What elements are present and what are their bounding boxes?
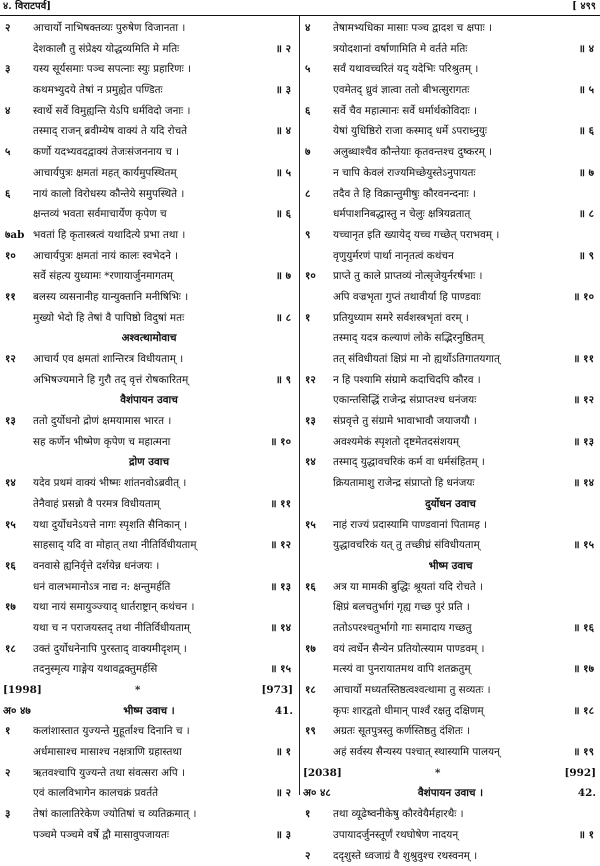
verse-text: कथमभ्युदये तेषां न प्रमुह्येत पण्डितः: [33, 80, 163, 101]
verse-line: [3, 80, 295, 101]
verse-line: [3, 246, 295, 267]
verse-ref-number: १५: [5, 515, 33, 536]
verse-line: [3, 535, 295, 556]
verse-line: [303, 80, 598, 101]
verse-end-number: ॥ ४: [276, 121, 291, 142]
verse-text: कलांशास्तात युज्यन्ते मुहूर्ताश्च दिनानि च ।: [33, 721, 190, 742]
verse-end-number: ॥ १५: [270, 659, 291, 680]
verse-text: उपायादर्जुनस्तूर्णं रथघोषेण नादयन्: [333, 825, 458, 846]
verse-text: धनं वालभमानोऽत्र नाद्य न: क्षन्तुमर्हति: [33, 577, 170, 598]
verse-line: [303, 577, 598, 598]
verse-end-number: ॥ ६: [276, 204, 291, 225]
verse-text: अहं सर्वस्य सैन्यस्य पश्चात् स्थास्यामि पालयन्: [333, 742, 500, 763]
chapter-heading: [303, 783, 598, 804]
right-column: [303, 18, 598, 866]
verse-ref-number: १३: [305, 411, 333, 432]
verse-line: [3, 101, 295, 122]
verse-text: उक्तं दुर्योधनेनापि पुरस्ताद् वाक्यमीदृशम् ।: [33, 639, 187, 660]
verse-line: [303, 825, 598, 846]
verse-end-number: ॥ १८: [573, 701, 594, 722]
verse-text: युद्धावचरिकं यत् तु तच्छीघ्रं संविधीयताम्: [333, 535, 480, 556]
verse-end-number: ॥ १२: [573, 390, 594, 411]
verse-text: नायं कालो विरोधस्य कौन्तेये समुपस्थिते ।: [33, 184, 184, 205]
chapter-heading: [3, 701, 295, 722]
verse-line: [303, 701, 598, 722]
page-header: [3, 0, 596, 14]
verse-line: [3, 515, 295, 536]
verse-text: आचार्यपुत्रः क्षमतां महत् कार्यमुपस्थितम्: [33, 163, 177, 184]
verse-line: [303, 721, 598, 742]
verse-text: वृणुयुर्मरणं पार्था नानृतत्वं कथंचन: [333, 246, 454, 267]
verse-line: [3, 121, 295, 142]
verse-end-number: ॥ ८: [276, 308, 291, 329]
verse-ref-number: ८: [305, 184, 333, 205]
verse-ref-number: ९: [305, 225, 333, 246]
verse-line: [303, 515, 598, 536]
verse-line: [303, 659, 598, 680]
verse-end-number: ॥ ३: [276, 80, 291, 101]
verse-end-number: ॥ १२: [270, 535, 291, 556]
verse-text: यथा दुर्योधनेऽयत्ते नागः स्पृशति सैनिकान् ।: [33, 515, 187, 536]
section-marker: [303, 763, 598, 784]
verse-end-number: ॥ १०: [573, 287, 594, 308]
verse-line: [303, 225, 598, 246]
verse-text: साहसाद् यदि वा मोहात् तथा नीतिर्विधीयताम्: [33, 535, 196, 556]
verse-text: सर्वे संहत्य युध्यामः *रणायार्जुनमागतम्: [33, 266, 173, 287]
verse-line: [3, 432, 295, 453]
verse-text: ऋतवश्चापि युज्यन्ते तथा संवत्सरा अपि ।: [33, 763, 185, 784]
verse-ref-number: १०: [305, 266, 333, 287]
speaker-name: द्रोण उवाच: [3, 452, 295, 473]
verse-end-number: ॥ १: [276, 742, 291, 763]
chapter-index: 42.: [578, 783, 596, 804]
verse-ref-number: ७ab: [5, 225, 33, 246]
column-divider: [299, 16, 300, 795]
verse-line: [303, 121, 598, 142]
speaker-name: दुर्योधन उवाच: [303, 494, 598, 515]
verse-line: [3, 204, 295, 225]
verse-line: [3, 39, 295, 60]
marker-right-count: [992]: [564, 763, 596, 784]
verse-text: न चापि केवलं राज्यमिच्छेयुस्तेऽनुपायतः: [333, 163, 476, 184]
verse-line: [3, 225, 295, 246]
verse-line: [3, 473, 295, 494]
verse-text: यथा नायं समायुञ्ज्याद् धार्तराष्ट्रान् कथंचन ।: [33, 597, 194, 618]
verse-end-number: ॥ ९: [276, 370, 291, 391]
verse-line: [3, 577, 295, 598]
verse-text: तदनुस्मृत्य गाङ्गेय यथावद्वक्तुमर्हसि: [33, 659, 157, 680]
verse-end-number: ॥ १४: [573, 473, 594, 494]
verse-line: [303, 204, 598, 225]
verse-ref-number: १४: [305, 452, 333, 473]
verse-text: अग्रतः सूतपुत्रस्तु कर्णस्तिष्ठतु दंशितः ।: [333, 721, 470, 742]
chapter-number: अ० ४८: [303, 783, 331, 804]
header-rule: [0, 15, 600, 16]
verse-text: तत् संविधीयतां क्षिप्रं मा नो ह्यर्थोऽतिगातयगात्: [333, 349, 500, 370]
verse-line: [303, 639, 598, 660]
verse-text: कृपः शारद्वतो धीमान् पार्श्वं रक्षतु दक्षिणम्: [333, 701, 484, 722]
chapter-speaker: भीष्म उवाच ।: [3, 701, 295, 722]
verse-line: [3, 349, 295, 370]
verse-end-number: ॥ २: [276, 783, 291, 804]
verse-text: तेनैवाहं प्रसन्नो वै परमत्र विधीयताम्: [33, 494, 160, 515]
verse-text: तथा व्यूढेष्वनीकेषु कौरवेयैर्महारथैः ।: [333, 804, 464, 825]
verse-end-number: ॥ १०: [270, 432, 291, 453]
verse-line: [3, 763, 295, 784]
verse-ref-number: १२: [305, 370, 333, 391]
verse-text: अपि वज्रभृता गुप्तं तथावीर्या हि पाण्डवाः: [333, 287, 481, 308]
verse-line: [3, 266, 295, 287]
marker-right-count: [973]: [261, 680, 293, 701]
verse-text: क्षिप्रं बलचतुर्भागं गृह्य गच्छ पुरं प्रति ।: [333, 597, 470, 618]
verse-line: [303, 370, 598, 391]
verse-text: येषां युधिष्ठिरो राजा कस्माद् धर्मे ऽपराध्नुयुः: [333, 121, 487, 142]
verse-line: [3, 59, 295, 80]
verse-line: [3, 618, 295, 639]
verse-line: [303, 142, 598, 163]
verse-line: [3, 804, 295, 825]
verse-end-number: ॥ १३: [270, 577, 291, 598]
verse-text: पञ्चमे पञ्चमे वर्षे द्वौ मासावुपजायतः: [33, 825, 169, 846]
verse-ref-number: १७: [5, 597, 33, 618]
verse-end-number: ॥ ९: [579, 246, 594, 267]
verse-text: आचार्यपुत्रः क्षमतां नायं कालः स्वभेदने ।: [33, 246, 178, 267]
verse-end-number: ॥ १: [579, 825, 594, 846]
verse-line: [303, 328, 598, 349]
verse-text: तस्माद् राजन् ब्रवीम्येष वाक्यं ते यदि रोचते: [33, 121, 187, 142]
chapter-number: अ० ४७: [3, 701, 31, 722]
verse-line: [303, 18, 598, 39]
verse-line: [303, 390, 598, 411]
verse-line: [303, 680, 598, 701]
page-number: [ ४९९: [572, 0, 596, 14]
verse-text: यस्य सूर्यसमाः पञ्च सपत्नाः स्युः प्रहारिणः ।: [33, 59, 191, 80]
section-title: ४. विराटपर्व]: [3, 0, 51, 14]
chapter-speaker: वैशंपायन उवाच ।: [303, 783, 598, 804]
marker-star: *: [135, 680, 140, 701]
verse-line: [3, 308, 295, 329]
verse-text: भवतां हि कृतास्त्रत्वं यथादित्ये प्रभा तथा ।: [33, 225, 185, 246]
verse-end-number: ॥ ७: [276, 266, 291, 287]
verse-text: अर्धमासाश्च मासाश्च नक्षत्राणि ग्रहास्तथा: [33, 742, 182, 763]
speaker-name: भीष्म उवाच: [303, 556, 598, 577]
verse-text: तेषामभ्यधिका मासाः पञ्च द्वादश च क्षपाः ।: [333, 18, 492, 39]
section-marker: [3, 680, 295, 701]
speaker-heading: [303, 494, 598, 515]
verse-ref-number: ४: [5, 101, 33, 122]
verse-line: [303, 846, 598, 866]
verse-line: [3, 742, 295, 763]
verse-line: [303, 101, 598, 122]
speaker-heading: [3, 328, 295, 349]
speaker-heading: [3, 452, 295, 473]
verse-text: वयं त्वर्धेन सैन्येन प्रतियोत्स्याम पाण्डवम् ।: [333, 639, 484, 660]
verse-text: सर्वे चैव महात्मानः सर्वे धर्मार्थकोविदाः ।: [333, 101, 477, 122]
verse-ref-number: १२: [5, 349, 33, 370]
verse-text: सर्वं यथावच्चरितं यद् यदेभिः परिश्रुतम् ।: [333, 59, 478, 80]
verse-line: [3, 184, 295, 205]
verse-text: क्रियतामाशु राजेन्द्र संप्राप्तो हि धनंजयः: [333, 473, 475, 494]
verse-line: [3, 18, 295, 39]
verse-text: यदेव प्रथमं वाक्यं भीष्मः शांतनवोऽब्रवीत् ।: [33, 473, 186, 494]
verse-text: अभिषज्यमाने हि गुरौ तद् वृत्तं रोषकारितम्: [33, 370, 188, 391]
verse-end-number: ॥ १६: [573, 618, 594, 639]
verse-ref-number: १: [305, 804, 333, 825]
verse-text: प्राप्ते तु काले प्राप्तव्यं नोत्सृजेयुर्नरर्षभाः ।: [333, 266, 482, 287]
verse-text: तदैव ते हि विक्रान्तुमीषुः कौरवनन्दनाः ।: [333, 184, 476, 205]
verse-end-number: ॥ १९: [573, 742, 594, 763]
verse-ref-number: ३: [5, 804, 33, 825]
verse-end-number: ॥ ५: [579, 80, 594, 101]
verse-line: [303, 308, 598, 329]
verse-text: प्रतियुध्याम समरे सर्वशस्त्रभृतां वरम् ।: [333, 308, 469, 329]
verse-text: आचार्यो मध्यतस्तिष्ठत्वश्वत्थामा तु सव्यतः ।: [333, 680, 491, 701]
verse-line: [303, 535, 598, 556]
verse-line: [303, 618, 598, 639]
verse-text: संप्रवृत्ते तु संग्रामे भावाभावौ जयाजयौ ।: [333, 411, 477, 432]
verse-text: कर्णो यदभ्यवदद्वाक्यं तेजःसंजननाय च ।: [33, 142, 179, 163]
left-column: [3, 18, 295, 846]
verse-line: [303, 452, 598, 473]
verse-text: आचार्यो नाभिषक्तव्यः पुरुषेण विजानता ।: [33, 18, 185, 39]
verse-line: [303, 473, 598, 494]
verse-end-number: ॥ ६: [579, 121, 594, 142]
verse-ref-number: १६: [305, 577, 333, 598]
verse-ref-number: १६: [5, 556, 33, 577]
verse-end-number: ॥ ११: [573, 349, 594, 370]
verse-text: ततो दुर्योधनो द्रोणं क्षमयामास भारत ।: [33, 411, 171, 432]
verse-line: [303, 349, 598, 370]
verse-text: आचार्य एव क्षमतां शान्तिरत्र विधीयताम् ।: [33, 349, 183, 370]
verse-text: तस्माद् युद्धावचरिकं कर्म वा धर्मसंहितम् ।: [333, 452, 485, 473]
marker-left-count: [2038]: [303, 763, 342, 784]
verse-text: मत्स्यं वा पुनरायातमथ वापि शतक्रतुम्: [333, 659, 471, 680]
verse-end-number: ॥ ५: [276, 163, 291, 184]
verse-ref-number: २: [5, 18, 33, 39]
verse-line: [303, 742, 598, 763]
verse-text: तस्माद् यदत्र कल्याणं लोके सद्भिरनुष्ठितम्: [333, 328, 483, 349]
verse-text: यच्चानृत इति ख्यायेद् यच्च गच्छेत् पराभवम् ।: [333, 225, 499, 246]
verse-ref-number: १४: [5, 473, 33, 494]
verse-end-number: ॥ ४: [579, 39, 594, 60]
verse-line: [303, 246, 598, 267]
verse-line: [3, 370, 295, 391]
verse-ref-number: १८: [5, 639, 33, 660]
speaker-name: वैशंपायन उवाच: [3, 390, 295, 411]
verse-text: स्वार्थे सर्वे विमुह्यन्ति येऽपि धर्मविदो जनाः ।: [33, 101, 190, 122]
verse-line: [3, 825, 295, 846]
marker-star: *: [435, 763, 440, 784]
verse-line: [3, 142, 295, 163]
verse-text: एवमेतद् ध्रुवं ज्ञात्वा ततो बीभत्सुरागतः: [333, 80, 469, 101]
verse-text: ततोऽपरश्चतुर्भागो गाः समादाय गच्छतु: [333, 618, 472, 639]
chapter-index: 41.: [275, 701, 293, 722]
verse-line: [3, 659, 295, 680]
verse-text: एवं कालविभागेन कालचक्रं प्रवर्तते: [33, 783, 158, 804]
verse-ref-number: ११: [5, 287, 33, 308]
verse-ref-number: १७: [305, 639, 333, 660]
verse-ref-number: ७: [305, 142, 333, 163]
verse-line: [3, 411, 295, 432]
verse-ref-number: २: [5, 763, 33, 784]
verse-text: धर्मपाशनिबद्धास्तु न चेलुः क्षत्रियव्रतात्: [333, 204, 470, 225]
verse-text: त्रयोदशानां वर्षाणामिति मे वर्तते मतिः: [333, 39, 467, 60]
verse-ref-number: १: [305, 308, 333, 329]
speaker-heading: [3, 390, 295, 411]
verse-text: ददृशुस्ते ध्वजाग्रं वै शुश्रुवुश्च रथस्वनम् ।: [333, 846, 477, 866]
verse-ref-number: १३: [5, 411, 33, 432]
verse-line: [303, 432, 598, 453]
verse-line: [3, 597, 295, 618]
verse-ref-number: २: [305, 846, 333, 866]
verse-text: क्षन्तव्यं भवता सर्वमाचार्येण कृपेण च: [33, 204, 167, 225]
verse-text: मुख्यो भेदो हि तेषां वै पापिष्ठो विदुषां मतः: [33, 308, 184, 329]
verse-ref-number: १०: [5, 246, 33, 267]
marker-left-count: [1998]: [3, 680, 42, 701]
verse-line: [3, 721, 295, 742]
verse-ref-number: १८: [305, 680, 333, 701]
verse-line: [303, 163, 598, 184]
verse-line: [3, 783, 295, 804]
verse-line: [303, 804, 598, 825]
verse-text: वनवासे ह्यनिर्वृत्ते दर्शयेन्न धनंजयः ।: [33, 556, 159, 577]
verse-text: बलस्य व्यसनानीह यान्युक्तानि मनीषिभिः ।: [33, 287, 188, 308]
verse-line: [303, 287, 598, 308]
verse-ref-number: ५: [305, 59, 333, 80]
verse-end-number: ॥ १५: [573, 535, 594, 556]
verse-text: यथा च न पराजयस्तद् तथा नीतिर्विधीयताम्: [33, 618, 190, 639]
verse-end-number: ॥ ८: [579, 204, 594, 225]
speaker-heading: [303, 556, 598, 577]
verse-end-number: ॥ ३: [276, 825, 291, 846]
verse-line: [303, 59, 598, 80]
verse-end-number: ॥ १४: [270, 618, 291, 639]
verse-ref-number: १: [5, 721, 33, 742]
verse-text: न हि पश्यामि संग्रामे कदाचिदपि कौरव ।: [333, 370, 481, 391]
verse-ref-number: ४: [305, 18, 333, 39]
verse-text: सह कर्णेन भीष्मेण कृपेण च महात्मना: [33, 432, 170, 453]
verse-ref-number: ६: [305, 101, 333, 122]
verse-line: [3, 556, 295, 577]
verse-ref-number: १५: [305, 515, 333, 536]
verse-end-number: ॥ २: [276, 39, 291, 60]
verse-text: अलुब्धाश्चैव कौन्तेयाः कृतवन्तश्च दुष्करम् ।: [333, 142, 492, 163]
verse-line: [303, 184, 598, 205]
verse-text: तेषां कालातिरेकेण ज्योतिषां च व्यतिक्रमात् ।: [33, 804, 196, 825]
verse-line: [303, 266, 598, 287]
verse-text: देशकालौ तु संप्रेक्ष्य योद्धव्यमिति मे मतिः: [33, 39, 179, 60]
verse-end-number: ॥ १३: [573, 432, 594, 453]
verse-text: अवश्यमेकं स्पृशतो दृष्टमेतदसंशयम्: [333, 432, 459, 453]
verse-line: [3, 163, 295, 184]
verse-end-number: ॥ ७: [579, 163, 594, 184]
verse-line: [3, 639, 295, 660]
verse-ref-number: ६: [5, 184, 33, 205]
verse-ref-number: ५: [5, 142, 33, 163]
verse-end-number: ॥ १७: [573, 659, 594, 680]
verse-line: [3, 287, 295, 308]
verse-text: अत्र या मामकी बुद्धिः श्रूयतां यदि रोचते ।: [333, 577, 483, 598]
verse-line: [3, 494, 295, 515]
speaker-name: अश्वत्थामोवाच: [3, 328, 295, 349]
verse-line: [303, 597, 598, 618]
verse-line: [303, 411, 598, 432]
verse-end-number: ॥ ११: [270, 494, 291, 515]
verse-text: एकान्तसिद्धिं राजेन्द्र संप्राप्तश्च धनंजयः: [333, 390, 476, 411]
verse-line: [303, 39, 598, 60]
verse-ref-number: १९: [305, 721, 333, 742]
verse-ref-number: ३: [5, 59, 33, 80]
verse-text: नाहं राज्यं प्रदास्यामि पाण्डवानां पितामह ।: [333, 515, 487, 536]
